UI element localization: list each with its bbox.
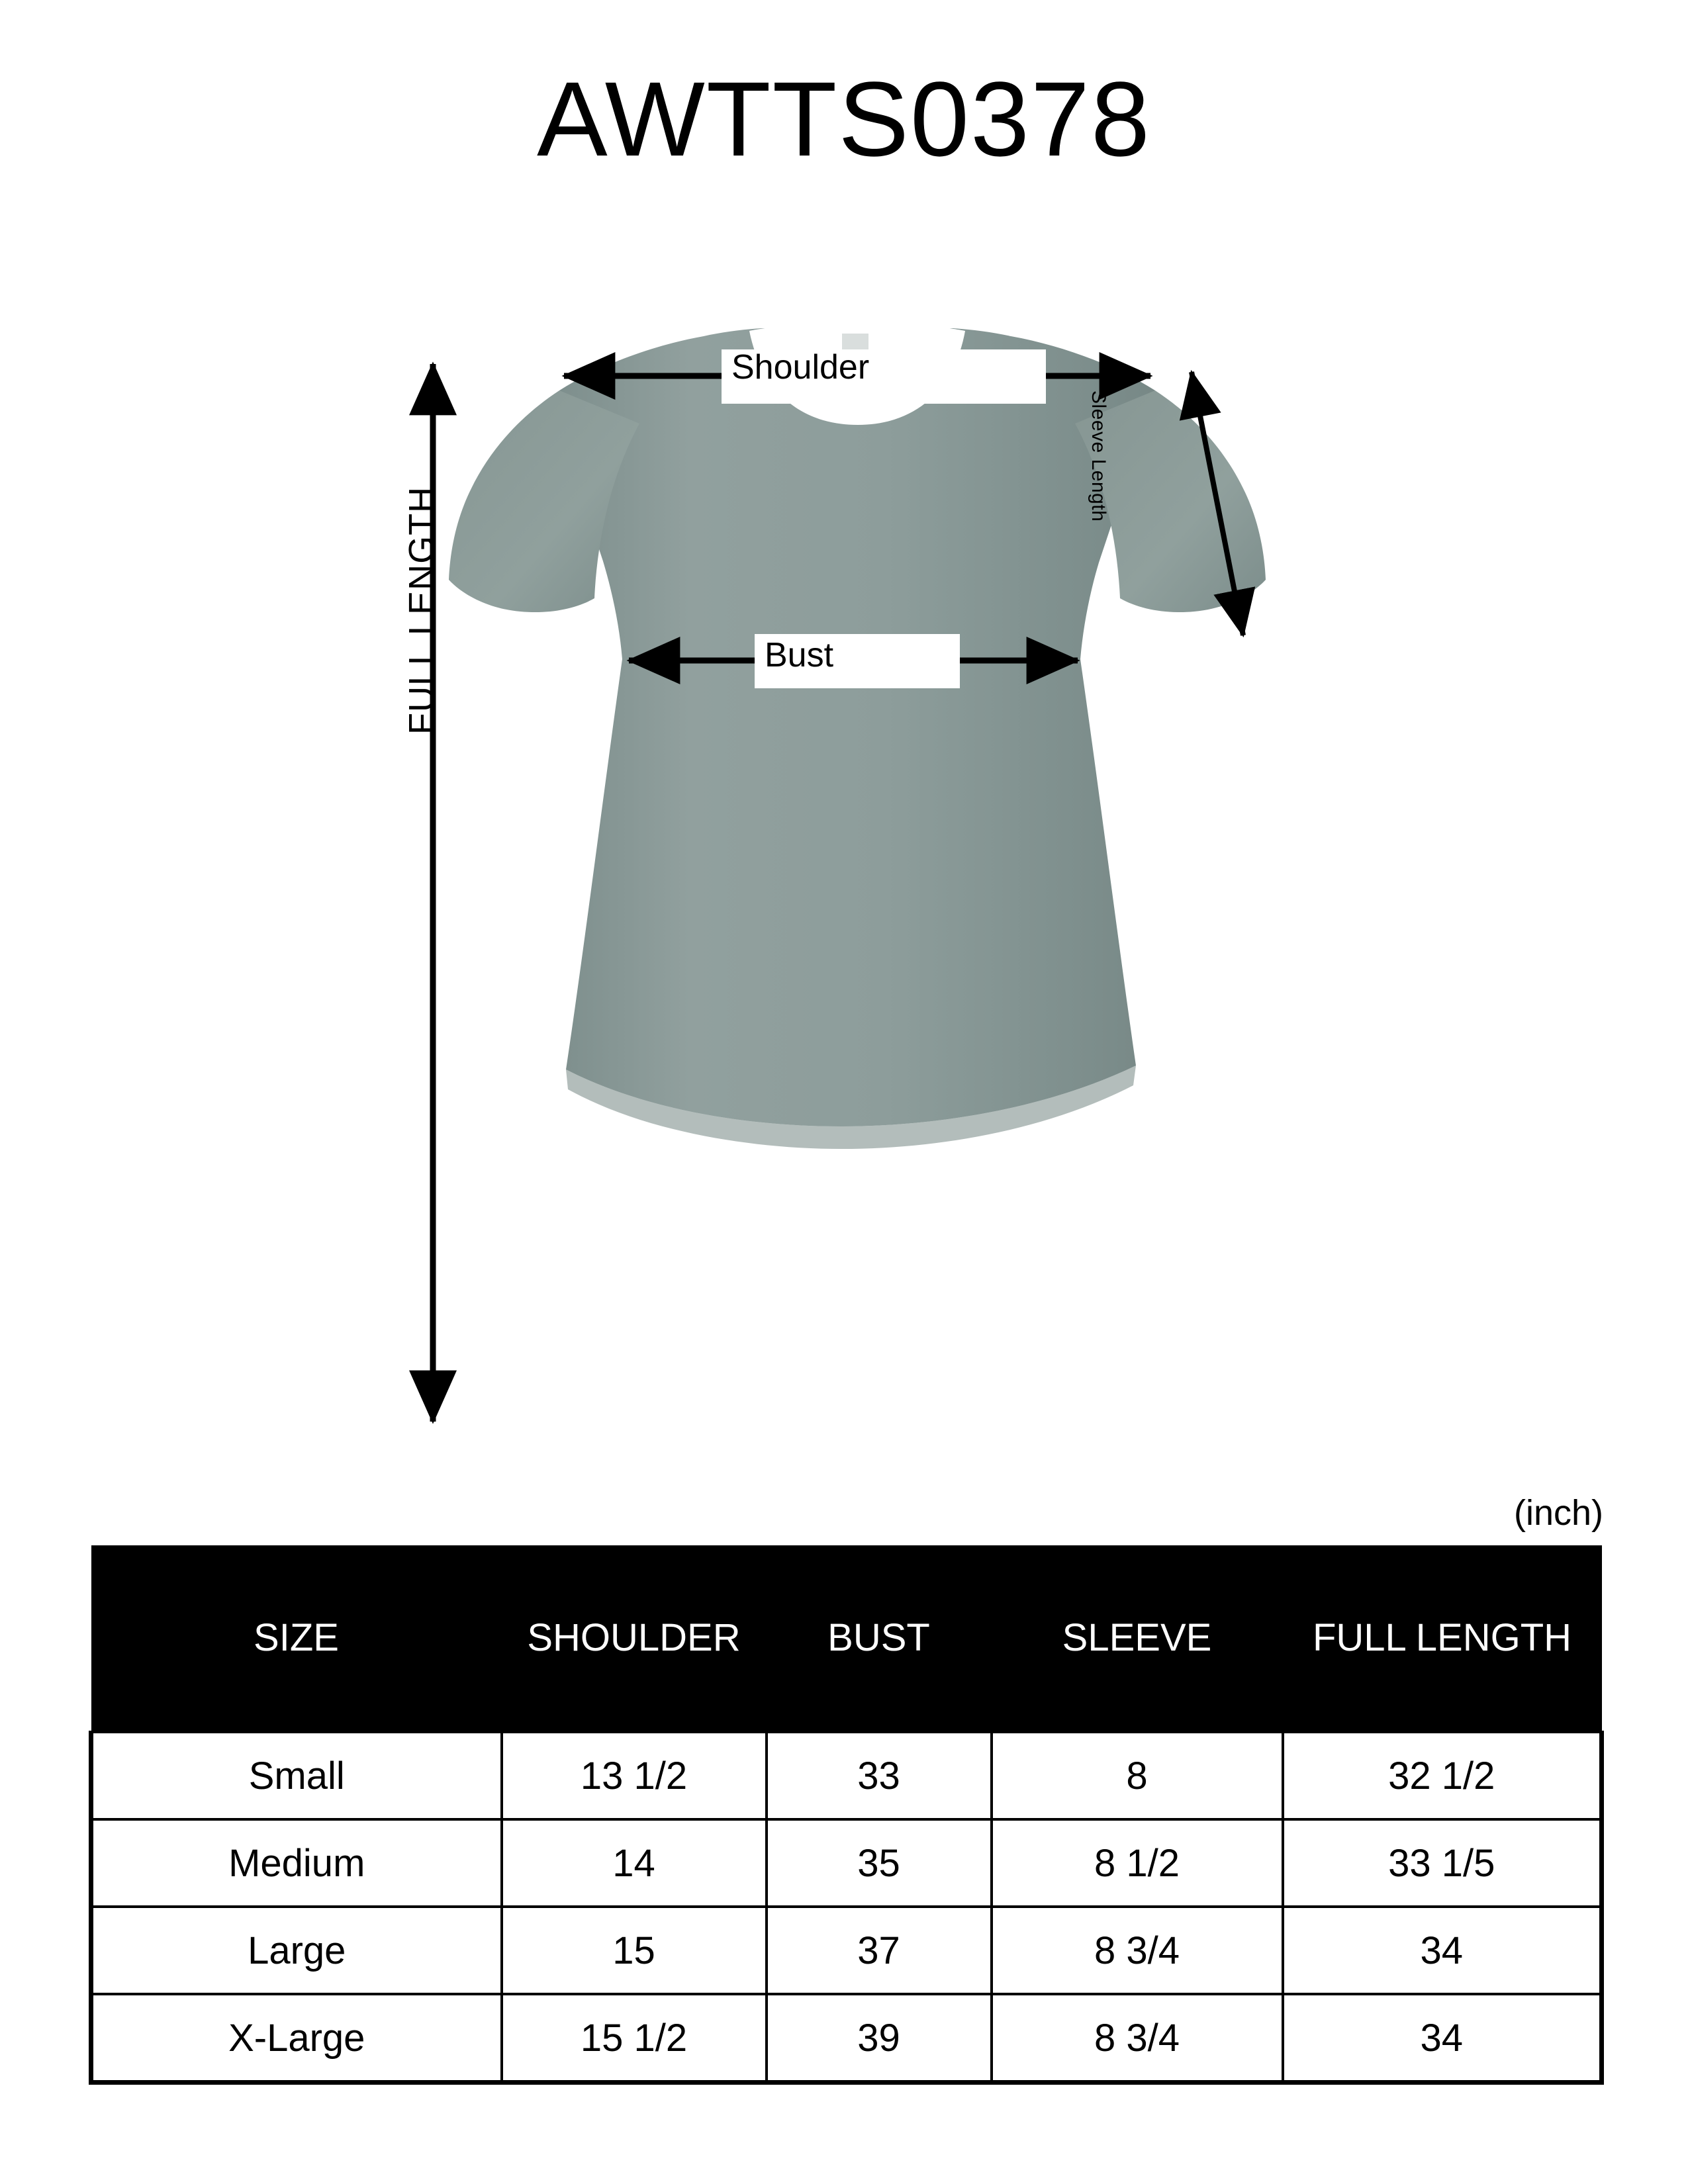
cell-shoulder: 15 1/2 [502, 1994, 767, 2083]
cell-bust: 39 [767, 1994, 992, 2083]
cell-size: Medium [91, 1819, 502, 1907]
cell-shoulder: 14 [502, 1819, 767, 1907]
page-title: AWTTS0378 [537, 60, 1151, 178]
table-row [91, 1907, 1602, 1994]
dress-illustration [0, 285, 1688, 1509]
table-header-row [91, 1545, 1602, 1732]
cell-shoulder: 15 [502, 1907, 767, 1994]
unit-note: (inch) [1513, 1493, 1603, 1533]
cell-full-length: 32 1/2 [1283, 1732, 1602, 1819]
garment-diagram [0, 285, 1688, 1509]
full-length-label: FULL LENGTH [402, 486, 442, 735]
table-row [91, 1732, 1602, 1819]
cell-size: X-Large [91, 1994, 502, 2083]
cell-bust: 33 [767, 1732, 992, 1819]
bust-label: Bust [765, 636, 834, 674]
table-row [91, 1819, 1602, 1907]
size-chart [89, 1545, 1599, 2085]
cell-sleeve: 8 1/2 [992, 1819, 1283, 1907]
cell-bust: 35 [767, 1819, 992, 1907]
column-header-full-length: FULL LENGTH [1283, 1545, 1602, 1732]
cell-size: Large [91, 1907, 502, 1994]
cell-full-length: 34 [1283, 1907, 1602, 1994]
cell-size: Small [91, 1732, 502, 1819]
cell-bust: 37 [767, 1907, 992, 1994]
column-header-bust: BUST [767, 1545, 992, 1732]
table-row [91, 1994, 1602, 2083]
column-header-sleeve: SLEEVE [992, 1545, 1283, 1732]
shoulder-label: Shoulder [731, 348, 870, 387]
cell-shoulder: 13 1/2 [502, 1732, 767, 1819]
cell-full-length: 34 [1283, 1994, 1602, 2083]
cell-sleeve: 8 [992, 1732, 1283, 1819]
cell-sleeve: 8 3/4 [992, 1994, 1283, 2083]
cell-sleeve: 8 3/4 [992, 1907, 1283, 1994]
column-header-size: SIZE [91, 1545, 502, 1732]
column-header-shoulder: SHOULDER [502, 1545, 767, 1732]
dress-body [559, 328, 1155, 1126]
sleeve-length-label: Sleeve Length [1088, 390, 1109, 522]
size-chart-table [89, 1545, 1604, 2085]
cell-full-length: 33 1/5 [1283, 1819, 1602, 1907]
